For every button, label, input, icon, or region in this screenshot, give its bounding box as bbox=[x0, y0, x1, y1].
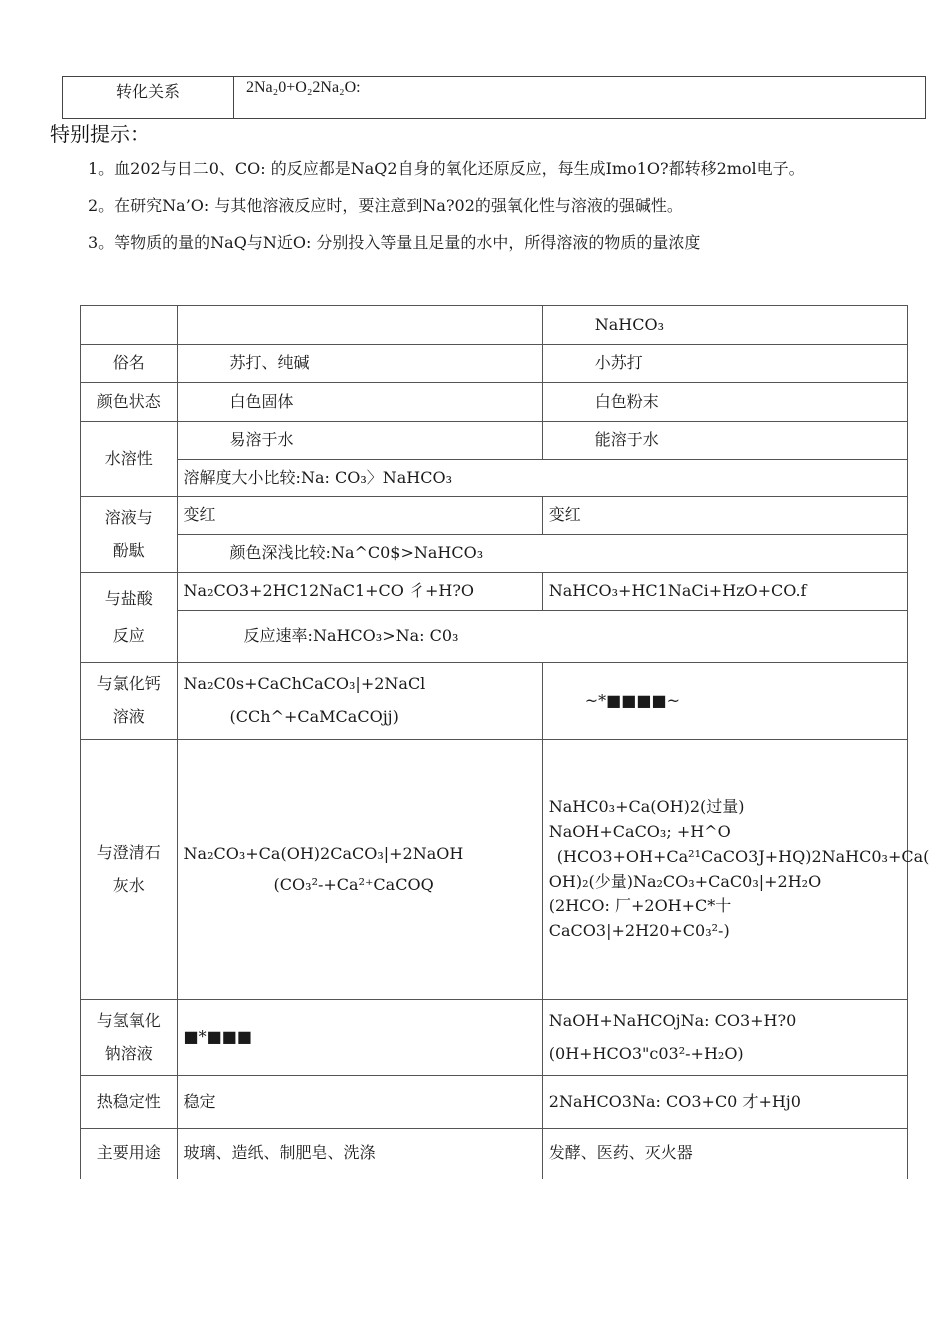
row-label: 颜色状态 bbox=[81, 383, 178, 422]
cell-nahco3: 能溶于水 bbox=[542, 422, 907, 460]
cell-na2co3 bbox=[177, 663, 542, 740]
row-label bbox=[81, 497, 178, 573]
special-tips-heading: 特别提示： bbox=[50, 122, 150, 146]
row-uses bbox=[81, 1129, 908, 1179]
cell-na2co3: ■*■■■ bbox=[177, 1000, 542, 1076]
equation-line: (2HCO: 厂+2OH+C*十 bbox=[548, 896, 732, 916]
label-line: 与氢氧化 bbox=[96, 1010, 161, 1030]
equation-line: Na₂C0s+CaChCaCO₃|+2NaCl bbox=[183, 674, 426, 694]
comparison-table bbox=[80, 305, 930, 1179]
equation-line: CaCO3|+2H20+C0₃²-) bbox=[548, 921, 730, 941]
row-solubility bbox=[81, 422, 908, 460]
row-solubility-compare bbox=[81, 460, 908, 497]
equation-line: NaHC0₃+Ca(OH)2(过量) bbox=[548, 797, 745, 817]
row-label: 热稳定性 bbox=[81, 1076, 178, 1129]
row-naoh bbox=[81, 1000, 908, 1076]
tip-3: 3。等物质的量的NaQ与N近O: 分别投入等量且足量的水中，所得溶液的物质的量浓度 bbox=[88, 233, 701, 252]
cell-nahco3: 发酵、医药、灭火器 bbox=[542, 1129, 907, 1179]
row-label bbox=[81, 1000, 178, 1076]
label-line: 与澄清石 bbox=[96, 842, 161, 862]
label-line: 与氯化钙 bbox=[96, 674, 161, 694]
label-line: 溶液与 bbox=[104, 507, 153, 527]
cell-na2co3: Na₂CO3+2HC12NaC1+CO 彳+H?O bbox=[177, 573, 542, 611]
cell-na2co3: 白色固体 bbox=[177, 383, 542, 422]
cell-na2co3: 稳定 bbox=[177, 1076, 542, 1129]
equation-line: OH)₂(少量)Na₂CO₃+CaC0₃|+2H₂O bbox=[548, 871, 822, 891]
row-label: 俗名 bbox=[81, 345, 178, 383]
equation-line: Na₂CO₃+Ca(OH)2CaCO₃|+2NaOH bbox=[183, 843, 464, 863]
label-line: 反应 bbox=[112, 625, 145, 645]
row-limewater bbox=[81, 740, 908, 1000]
cell-nahco3 bbox=[542, 740, 930, 1000]
header-cell-empty bbox=[81, 306, 178, 345]
equation-line: NaOH+CaCO₃; +H^O bbox=[548, 821, 731, 841]
cell-na2co3: 玻璃、造纸、制肥皂、洗涤 bbox=[177, 1129, 542, 1179]
cell-na2co3: 苏打、纯碱 bbox=[177, 345, 542, 383]
row-phenolphthalein-compare bbox=[81, 535, 908, 573]
row-cacl2 bbox=[81, 663, 908, 740]
label-line: 与盐酸 bbox=[104, 588, 153, 608]
cell-nahco3: 小苏打 bbox=[542, 345, 907, 383]
conversion-label: 转化关系 bbox=[63, 77, 234, 119]
equation-line: NaOH+NaHCOjNa: CO3+H?0 bbox=[548, 1010, 797, 1030]
tip-1: 1。血202与日二0、CO: 的反应都是NaQ2自身的氧化还原反应，每生成Imo1O?都转移2mol电子。 bbox=[88, 159, 805, 178]
equation-line: (HCO3+OH+Ca²¹CaCO3J+HQ)2NaHC0₃+Ca( bbox=[556, 846, 930, 866]
row-label: 水溶性 bbox=[81, 422, 178, 497]
row-stability bbox=[81, 1076, 908, 1129]
label-line: 溶液 bbox=[112, 707, 145, 726]
conversion-table bbox=[62, 76, 926, 119]
row-label bbox=[81, 740, 178, 1000]
row-hcl-compare bbox=[81, 611, 908, 663]
cell-nahco3: ~*■■■■~ bbox=[542, 663, 907, 740]
row-phenolphthalein bbox=[81, 497, 908, 535]
cell-compare: 反应速率:NaHCO₃>Na: C0₃ bbox=[177, 611, 907, 663]
cell-nahco3: 变红 bbox=[542, 497, 907, 535]
table-header-row bbox=[81, 306, 908, 345]
cell-compare: 颜色深浅比较:Na^C0$>NaHCO₃ bbox=[177, 535, 907, 573]
row-label bbox=[81, 663, 178, 740]
row-common-name bbox=[81, 345, 908, 383]
cell-na2co3: 易溶于水 bbox=[177, 422, 542, 460]
cell-nahco3: 白色粉末 bbox=[542, 383, 907, 422]
cell-nahco3: NaHCO₃+HC1NaCi+HzO+CO.f bbox=[542, 573, 907, 611]
equation-line: (CO₃²-+Ca²⁺CaCOQ bbox=[273, 874, 434, 894]
row-hcl bbox=[81, 573, 908, 611]
header-cell-nahco3: NaHCO₃ bbox=[542, 306, 907, 345]
label-line: 酚駄 bbox=[112, 540, 145, 560]
cell-na2co3: 变红 bbox=[177, 497, 542, 535]
label-line: 钠溶液 bbox=[104, 1043, 153, 1063]
label-line: 灰水 bbox=[112, 875, 145, 895]
cell-compare: 溶解度大小比较:Na: CO₃〉NaHCO₃ bbox=[177, 460, 907, 497]
cell-nahco3: 2NaHCO3Na: CO3+C0 才+Hj0 bbox=[542, 1076, 907, 1129]
row-label: 主要用途 bbox=[81, 1129, 178, 1179]
conversion-value: 2Na₂0+O₂2Na₂O: bbox=[234, 77, 926, 119]
row-color-state bbox=[81, 383, 908, 422]
cell-na2co3 bbox=[177, 740, 542, 1000]
cell-nahco3 bbox=[542, 1000, 907, 1076]
row-label bbox=[81, 573, 178, 663]
equation-line: (0H+HCO3"c03²-+H₂O) bbox=[548, 1043, 744, 1063]
tip-2: 2。在研究Na’O: 与其他溶液反应时，要注意到Na?02的强氧化性与溶液的强碱性。 bbox=[88, 196, 683, 215]
equation-line: (CCh^+CaMCaCOjj) bbox=[229, 707, 399, 726]
header-cell-na2co3 bbox=[177, 306, 542, 345]
